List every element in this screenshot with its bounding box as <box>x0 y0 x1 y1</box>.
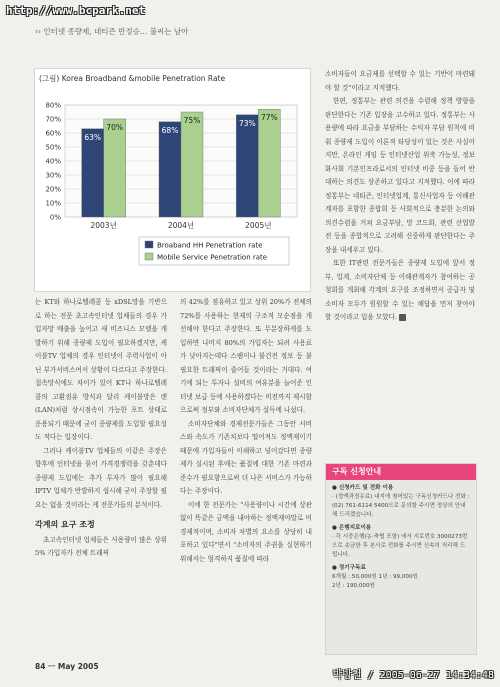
y-tick-label: 60% <box>45 129 61 138</box>
bar-mobile <box>258 109 280 217</box>
column-3 <box>325 68 475 325</box>
section-heading: 각계의 요구 조정 <box>35 520 95 529</box>
end-mark-icon <box>399 314 406 321</box>
paragraph: 이에 한 전문가는 "사용량이나 시간에 상관없이 똑같은 금액을 내야하는 정액제야말로 비경제적이며, 소비자 차별의 요소를 상당히 내포하고 있다"면서 "소비자의 주권을 실현하기 위해서는 엄격하지 품질에 따라 <box>180 500 312 563</box>
bar-broadband <box>159 122 181 217</box>
legend-label: Mobile Service Penetration rate <box>157 253 268 262</box>
running-head: ›› 인터넷 종량제, 네티즌 반정승… 불씨는 남아 <box>35 27 189 36</box>
subscription-title: 구독 신청안내 <box>326 464 476 480</box>
page-footer: 84 ㅡ May 2005 <box>35 662 99 671</box>
url-watermark: http://www.bcpark.net <box>6 4 146 17</box>
paragraph: 초고속인터넷 업체들은 사용량이 많은 상위 5% 가입자가 전체 트래픽 <box>35 535 167 557</box>
bar-mobile <box>181 112 203 217</box>
bar-mobile <box>104 119 126 217</box>
sub-heading: ● 정기구독료 <box>332 565 366 571</box>
x-tick-label: 2003년 <box>90 221 117 230</box>
sub-heading: ● 신청카드 및 전화 이용 <box>332 485 394 491</box>
y-tick-label: 10% <box>45 199 61 208</box>
column-2 <box>180 296 312 566</box>
paragraph <box>325 257 475 325</box>
y-tick-label: 80% <box>45 101 61 110</box>
y-tick-label: 50% <box>45 143 61 152</box>
sub-text: 2년 : 190,000원 <box>332 583 375 589</box>
x-tick-label: 2005년 <box>245 221 272 230</box>
data-label: 63% <box>84 132 102 142</box>
y-tick-label: 20% <box>45 185 61 194</box>
y-tick-label: 30% <box>45 171 61 180</box>
sub-text: · 각 시중은행(농·축협 포함) 에서 지로번호 3000273번으로 송금한 후 본사로 전화를 주시면 신속히 처리해 드립니다. <box>332 534 468 558</box>
y-tick-label: 0% <box>49 213 61 222</box>
data-label: 73% <box>238 118 256 128</box>
subscription-body <box>326 480 476 595</box>
data-label: 77% <box>260 113 278 123</box>
timestamp-watermark: 박방철 / 2005-06-27 14:34:48 <box>332 670 494 681</box>
y-tick-label: 40% <box>45 157 61 166</box>
paragraph: 는 KT와 하나로텔레콤 등 xDSL망을 기반으로 하는 전문 초고속인터넷 업체들의 경우 가입자망 매출을 높이고 새 비즈니스 모델을 개발하기 위해 종량제 도입이 필요하겠지만, 케이블TV 업체의 경우 인터넷이 주력사업이 아닌 부가서비스여서 상황이 다르다고 주장한다. 접속망식에도 차이가 있어 KT나 하나로텔레콤의 고환점유 방식과 달리 케이블망은 랜(LAN)처럼 상시점속이 가능한 포트 상태로 운용되기 때문에 굳이 종량제를 도입할 필요성도 적다는 입장이다. <box>35 298 167 441</box>
column-1 <box>35 296 167 561</box>
x-tick-label: 2004년 <box>167 221 195 230</box>
bar-broadband <box>82 129 104 217</box>
paragraph: 그러나 케이블TV 업체들의 이같은 주장은 향후에 인터넷을 묶어 가격경쟁력을 갖춘데다 종량제 도입에는 추가 투자가 많이 필요해 IPTV 업체가 반발하지 쉽시해 굳이 주장할 필요는 없을 것이라는 게 전문가들의 분석이다. <box>35 446 167 509</box>
y-tick-label: 70% <box>45 115 61 124</box>
paragraph-text: 또한 IT관련 전문가들은 종량제 도입에 앞서 정부, 업계, 소비자단체 등 이해관계자가 참여하는 공청회를 개최해 각계의 요구를 조정하면서 공급자 및 소비자 모두가 원원할 수 있는 해답을 먼저 찾아야 할 것이라고 입을 모았다. <box>325 259 475 321</box>
subscription-box <box>325 463 477 655</box>
paragraph: 의 42%를 점유하고 있고 상위 20%가 전체의 72%를 사용하는 현재의 구조적 모순점을 개선해야 한다고 주장한다. 또 무분장하게를 도입하면 나머지 80%의 가입자는 되려 사용료가 낮아지는데다 스팸이나 불건전 정보 등 불필요한 트래픽이 줄어들 것이라는 거대다. 여기에 되는 투자나 설비의 여유분을 늘어준 인터넷 보급 등에 사용하겠다는 비전까지 제시함으로써 정부와 소비자단체가 설득에 나섰다. <box>180 298 312 414</box>
chart-figure <box>34 68 311 292</box>
sub-text: 6개월 : 50,000원 1년 : 99,000원 <box>332 574 418 580</box>
data-label: 70% <box>106 123 124 132</box>
legend-swatch <box>145 253 153 260</box>
paragraph: 소비자단체와 경제전문가들은 그동안 서비스와 속도가 기존치보다 떨어져도 정액제이기 때문에 가입자들이 이해하고 넘어갔다면 종량제가 실시된 후에는 품질에 대한 기존 마련과 준수가 필요함으로써 더 나은 서비스가 가능하다는 주장이다. <box>180 419 312 495</box>
paragraph: 소비자들이 요금제를 선택할 수 있는 기반이 마련돼야 할 것"이라고 지적했다. <box>325 70 475 92</box>
legend-label: Broaband HH Penetration rate <box>157 241 263 250</box>
data-label: 75% <box>183 116 201 125</box>
sub-text: · (정액과정유료) 내지에 첨어있는 구독신청카드나 전화 : (02) 761-6114 5400으로 문의할 주시면 정상의 안내해 드리겠습니다. <box>332 494 470 518</box>
legend-swatch <box>145 241 153 248</box>
bar-chart <box>35 69 310 291</box>
data-label: 68% <box>161 125 179 135</box>
sub-heading: ● 은행지로이용 <box>332 525 372 531</box>
paragraph: 한편, 정통부는 관련 의견을 수렴해 정책 방향을 판단한다는 기존 입장을 고수하고 있다. 정통부는 사용량에 따라 요금을 부담하는 수익자 부담 원칙에 비춰 종량제 도입이 이론적 타당성이 있는 것은 사실이지만, 온라인 게임 등 인터넷산업 위축 가능성, 정보화사회 기본인프라로서의 인터넷 비중 등을 들어 반대하는 의견도 상존하고 있다고 지적했다. 이에 따라 정통부는 네티즌, 인터넷업계, 통신사업자 등 이해관계자를 포함한 종합회 등 사회적으로 충분한 논의와 의견수렴을 거쳐 요금부담, 망 코드화, 관련 산업발전 등을 종합적으로 고려해 신중하게 판단한다는 주장을 내세우고 있다. <box>325 97 475 254</box>
chart-title: (그림) Korea Broadband &mobile Penetration Rate <box>39 74 226 83</box>
bar-broadband <box>236 115 258 217</box>
